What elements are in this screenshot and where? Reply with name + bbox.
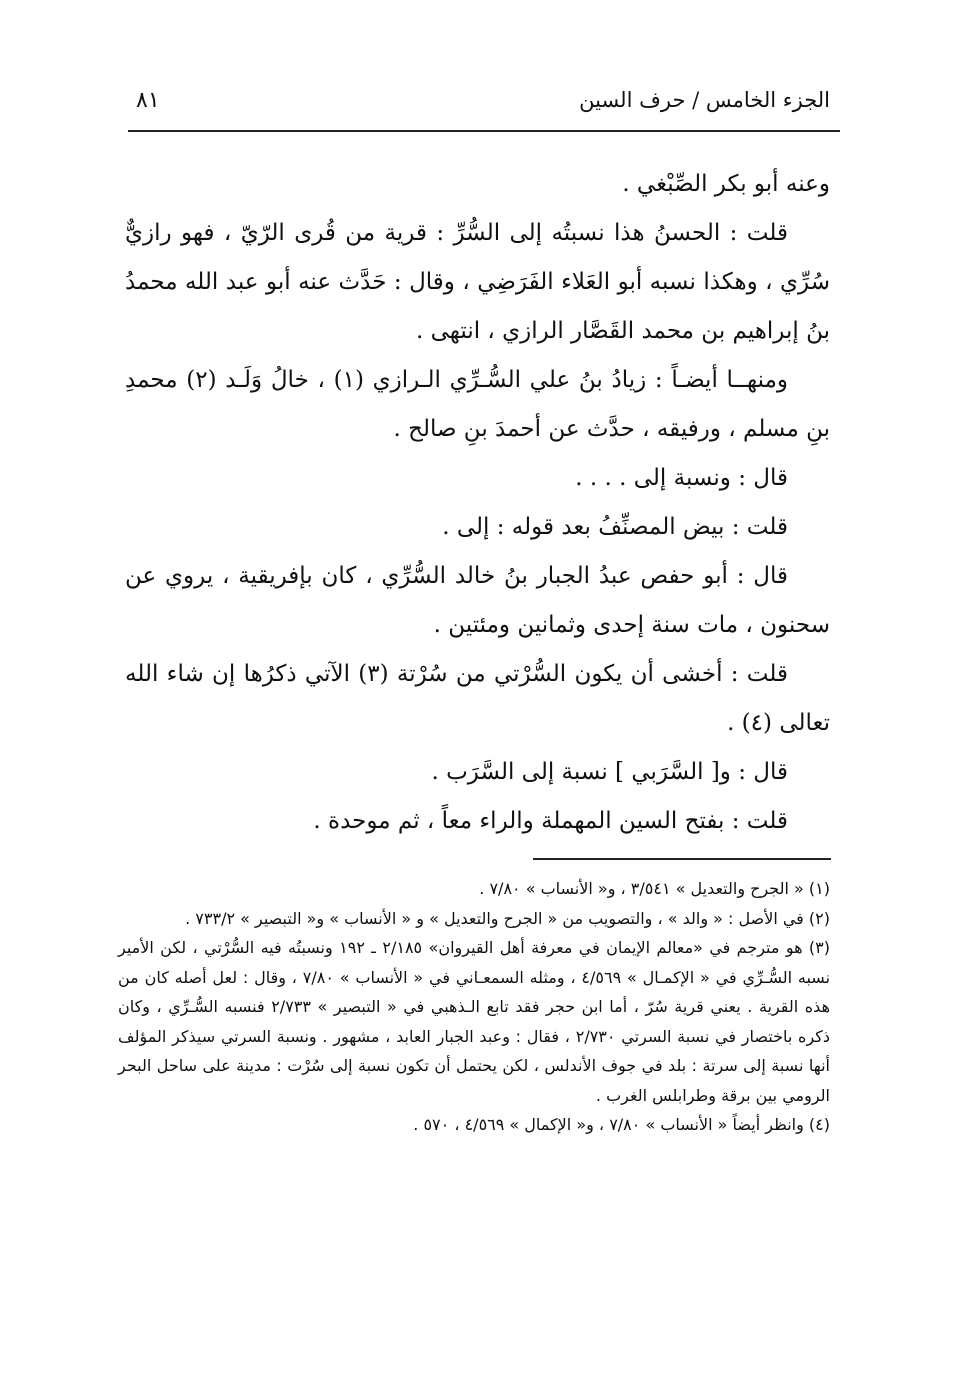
footnote-rule — [533, 858, 831, 860]
paragraph: قلت : أخشى أن يكون السُّرْتي من سُرْتة (٣) الآتي ذكرُها إن شاء الله تعالى (٤) . — [125, 661, 830, 736]
paragraph: قلت : بفتح السين المهملة والراء معاً ، ثم موحدة . — [313, 808, 788, 834]
footnotes — [118, 874, 830, 1140]
footnote: (٢) في الأصل : « والد » ، والتصويب من « الجرح والتعديل » و « الأنساب » و« التبصير » ٧٣٣/٢ . — [185, 908, 830, 928]
paragraph: قلت : الحسنُ هذا نسبتُه إلى السُّرِّ : قرية من قُرى الرّيّ ، فهو رازيٌّ سُرِّي ، وهكذا نسبه أبو العَلاء الفَرَضِي ، وقال : حَدَّث عنه أبو عبد الله محمدُ بنُ إبراهيم بن محمد القَصَّار الرازي ، انتهى . — [125, 220, 830, 344]
running-head: الجزء الخامس / حرف السين — [579, 88, 830, 112]
page-number: ٨١ — [136, 88, 160, 113]
page-header — [118, 88, 840, 128]
paragraph: قال : و[ السَّرَبي ] نسبة إلى السَّرَب . — [431, 759, 788, 785]
main-text — [125, 160, 830, 846]
footnote: (١) « الجرح والتعديل » ٣/٥٤١ ، و« الأنساب » ٧/٨٠ . — [479, 879, 830, 898]
header-rule — [128, 130, 840, 132]
paragraph: وعنه أبو بكر الصِّبْغي . — [622, 171, 830, 197]
paragraph: قال : أبو حفص عبدُ الجبار بنُ خالد السُّرِّي ، كان بإفريقية ، يروي عن سحنون ، مات سنة إحدى وثمانين ومئتين . — [125, 563, 830, 638]
footnote: (٣) هو مترجم في «معالم الإيمان في معرفة أهل القيروان» ٢/١٨٥ ـ ١٩٢ ونسبتُه فيه السُّرْتي ، لكن الأمير نسبه السُّـرِّي في « الإكمـال » ٤/٥٦٩ ، ومثله السمعـاني في « الأنساب » ٧/٨٠ ، وقال : لعل أصله كان من هذه القرية . يعني قرية سُرّ ، أما ابن حجر فقد تابع الـذهبي في « التبصير » ٢/٧٣٣ فنسبه السُّـرِّي ، وكان ذكره باختصار في نسبة السرتي ٢/٧٣٠ ، فقال : وعبد الجبار العابد ، مشهور . ونسبة السرتي سيذكر المؤلف أنها نسبة إلى سرتة : بلد في جوف الأندلس ، لكن يحتمل أن تكون نسبة إلى سُرْت : مدينة على ساحل البحر الرومي بين برقة وطرابلس الغرب . — [118, 938, 831, 1105]
paragraph: قلت : بيض المصنِّفُ بعد قوله : إلى . — [442, 514, 788, 540]
footnote: (٤) وانظر أيضاً « الأنساب » ٧/٨٠ ، و« الإكمال » ٤/٥٦٩ ، ٥٧٠ . — [413, 1115, 830, 1134]
paragraph: قال : ونسبة إلى . . . . — [575, 465, 788, 491]
paragraph: ومنهــا أيضـاً : زيادُ بنُ علي السُّـرِّي الـرازي (١) ، خالُ وَلَـد (٢) محمدِ بنِ مسلم ، ورفيقه ، حدَّث عن أحمدَ بنِ صالح . — [125, 367, 830, 442]
